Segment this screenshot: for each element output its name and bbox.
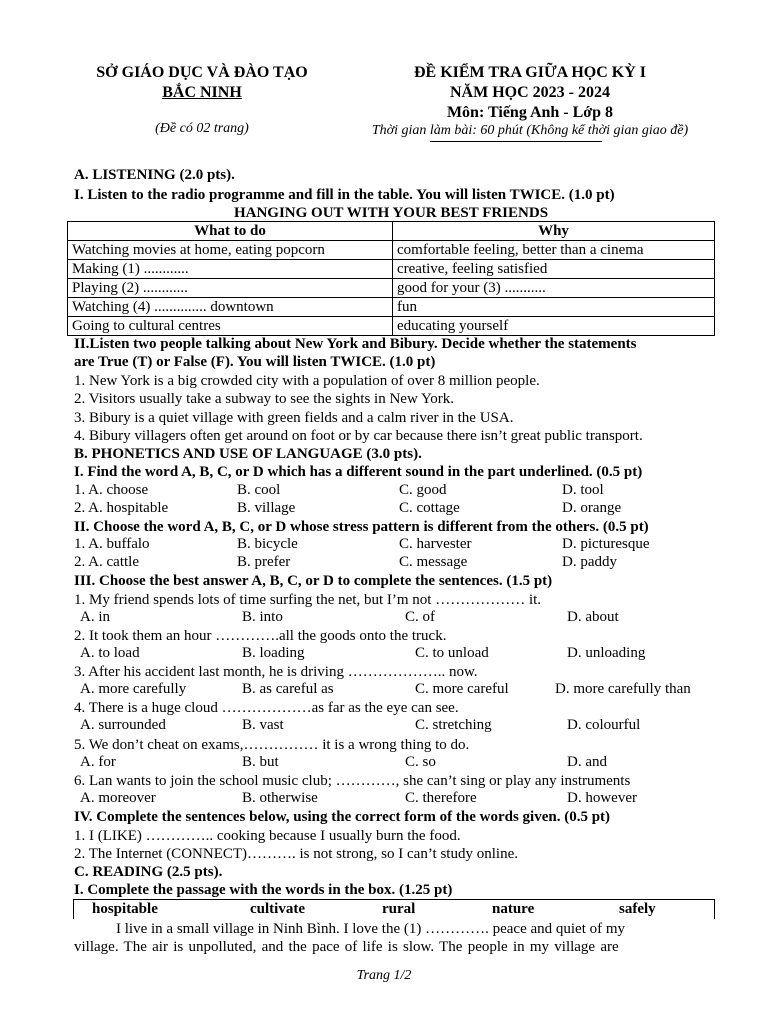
mc-question-5: 5. We don’t cheat on exams,…………… it is a wrong thing to do. xyxy=(74,737,470,753)
mc5-option-b: B. but xyxy=(242,754,279,770)
table-cell: good for your (3) ........... xyxy=(393,279,715,298)
mc3-option-d: D. more carefully than xyxy=(555,681,691,697)
mc6-option-a: A. moreover xyxy=(80,790,156,806)
listening-part1-instruction: I. Listen to the radio programme and fill in the table. You will listen TWICE. (1.0 pt) xyxy=(74,187,615,203)
word-box-item: rural xyxy=(382,901,416,917)
q2-option-a: 2. A. hospitable xyxy=(74,500,169,516)
table-cell: fun xyxy=(393,298,715,317)
school-year: NĂM HỌC 2023 - 2024 xyxy=(450,84,610,101)
mc-question-3: 3. After his accident last month, he is driving ……………….. now. xyxy=(74,664,478,680)
mc6-option-c: C. therefore xyxy=(405,790,477,806)
word-form-1: 1. I (LIKE) ………….. cooking because I usually burn the food. xyxy=(74,828,461,844)
table-title: HANGING OUT WITH YOUR BEST FRIENDS xyxy=(233,205,549,221)
word-form-2: 2. The Internet (CONNECT)………. is not strong, so I can’t study online. xyxy=(74,846,518,862)
q3-option-a: 1. A. buffalo xyxy=(74,536,150,552)
q4-option-d: D. paddy xyxy=(562,554,617,570)
passage-line-1: I live in a small village in Ninh Bình. I love the (1) …………. peace and quiet of my xyxy=(116,921,626,937)
q1-option-b: B. cool xyxy=(237,482,281,498)
reading-heading: C. READING (2.5 pts). xyxy=(74,864,223,880)
mc4-option-c: C. stretching xyxy=(415,717,492,733)
page-footer: Trang 1/2 xyxy=(356,968,412,983)
table-cell: Watching (4) .............. downtown xyxy=(68,298,393,317)
mc3-option-b: B. as careful as xyxy=(242,681,334,697)
mc2-option-c: C. to unload xyxy=(415,645,489,661)
word-box-item: nature xyxy=(492,901,535,917)
mc1-option-c: C. of xyxy=(405,609,435,625)
mc1-option-d: D. about xyxy=(567,609,619,625)
header-divider xyxy=(430,141,602,142)
exam-title: ĐỀ KIỂM TRA GIỮA HỌC KỲ I xyxy=(413,64,647,81)
mc-question-4: 4. There is a huge cloud ………………as far as the eye can see. xyxy=(74,700,459,716)
table-row xyxy=(68,279,715,298)
mc6-option-d: D. however xyxy=(567,790,637,806)
q1-option-c: C. good xyxy=(399,482,447,498)
table-cell: educating yourself xyxy=(393,317,715,336)
table-row xyxy=(68,317,715,336)
province-name-text: BẮC NINH xyxy=(162,84,242,101)
q2-option-c: C. cottage xyxy=(399,500,460,516)
q3-option-c: C. harvester xyxy=(399,536,472,552)
phonetics-part2-instruction: II. Choose the word A, B, C, or D whose stress pattern is different from the others. (0.5 pt) xyxy=(74,519,649,535)
q4-option-b: B. prefer xyxy=(237,554,291,570)
table-header-row xyxy=(68,222,715,241)
phonetics-part1-instruction: I. Find the word A, B, C, or D which has a different sound in the part underlined. (0.5 pt) xyxy=(74,464,643,480)
q4-option-a: 2. A. cattle xyxy=(74,554,139,570)
table-row xyxy=(68,241,715,260)
table-cell: Playing (2) ............ xyxy=(68,279,393,298)
mc1-option-b: B. into xyxy=(242,609,283,625)
mc2-option-a: A. to load xyxy=(80,645,140,661)
word-box-item: cultivate xyxy=(250,901,305,917)
statement-3: 3. Bibury is a quiet village with green fields and a calm river in the USA. xyxy=(74,410,514,426)
listening-part2-instruction-b: are True (T) or False (F). You will listen TWICE. (1.0 pt) xyxy=(74,354,436,370)
phonetics-part4-instruction: IV. Complete the sentences below, using the correct form of the words given. (0.5 pt) xyxy=(74,809,611,825)
reading-part1-instruction: I. Complete the passage with the words in the box. (1.25 pt) xyxy=(74,882,453,898)
table-header-why: Why xyxy=(393,222,715,241)
q3-option-b: B. bicycle xyxy=(237,536,298,552)
statement-1: 1. New York is a big crowded city with a population of over 8 million people. xyxy=(74,373,540,389)
word-box-item: hospitable xyxy=(92,901,158,917)
table-header-what: What to do xyxy=(68,222,393,241)
statement-4: 4. Bibury villagers often get around on foot or by car because there isn’t great public transport. xyxy=(74,428,643,444)
mc6-option-b: B. otherwise xyxy=(242,790,318,806)
word-box-item: safely xyxy=(619,901,656,917)
province-name xyxy=(80,84,324,102)
q4-option-c: C. message xyxy=(399,554,468,570)
mc5-option-c: C. so xyxy=(405,754,436,770)
listening-table xyxy=(67,221,715,336)
mc4-option-b: B. vast xyxy=(242,717,284,733)
mc-question-6: 6. Lan wants to join the school music club; …………, she can’t sing or play any instruments xyxy=(74,773,631,789)
mc5-option-a: A. for xyxy=(80,754,116,770)
time-line: Thời gian làm bài: 60 phút (Không kể thời gian giao đề) xyxy=(371,123,689,138)
table-cell: Going to cultural centres xyxy=(68,317,393,336)
mc-question-1: 1. My friend spends lots of time surfing the net, but I’m not ……………… it. xyxy=(74,592,542,608)
statement-2: 2. Visitors usually take a subway to see the sights in New York. xyxy=(74,391,455,407)
table-cell: creative, feeling satisfied xyxy=(393,260,715,279)
table-cell: Making (1) ............ xyxy=(68,260,393,279)
table-cell: Watching movies at home, eating popcorn xyxy=(68,241,393,260)
table-row xyxy=(68,260,715,279)
phonetics-heading: B. PHONETICS AND USE OF LANGUAGE (3.0 pts). xyxy=(74,446,422,462)
q2-option-d: D. orange xyxy=(562,500,622,516)
word-box xyxy=(73,899,715,919)
mc1-option-a: A. in xyxy=(80,609,110,625)
subject-line: Môn: Tiếng Anh - Lớp 8 xyxy=(446,104,614,121)
table-row xyxy=(68,298,715,317)
page-count-note: (Đề có 02 trang) xyxy=(155,121,249,136)
mc3-option-a: A. more carefully xyxy=(80,681,187,697)
mc4-option-d: D. colourful xyxy=(567,717,641,733)
q3-option-d: D. picturesque xyxy=(562,536,650,552)
phonetics-part3-instruction: III. Choose the best answer A, B, C, or D to complete the sentences. (1.5 pt) xyxy=(74,573,553,589)
department-name: SỞ GIÁO DỤC VÀ ĐÀO TẠO xyxy=(96,64,308,81)
q1-option-d: D. tool xyxy=(562,482,604,498)
table-cell: comfortable feeling, better than a cinema xyxy=(393,241,715,260)
listening-heading: A. LISTENING (2.0 pts). xyxy=(74,167,235,183)
listening-part2-instruction-a: II.Listen two people talking about New York and Bibury. Decide whether the statements xyxy=(74,336,637,352)
q2-option-b: B. village xyxy=(237,500,296,516)
mc2-option-d: D. unloading xyxy=(567,645,646,661)
mc4-option-a: A. surrounded xyxy=(80,717,166,733)
passage-line-2: village. The air is unpolluted, and the pace of life is slow. The people in my village are xyxy=(74,939,619,955)
mc-question-2: 2. It took them an hour ………….all the goods onto the truck. xyxy=(74,628,447,644)
mc2-option-b: B. loading xyxy=(242,645,305,661)
mc3-option-c: C. more careful xyxy=(415,681,509,697)
q1-option-a: 1. A. choose xyxy=(74,482,149,498)
mc5-option-d: D. and xyxy=(567,754,607,770)
